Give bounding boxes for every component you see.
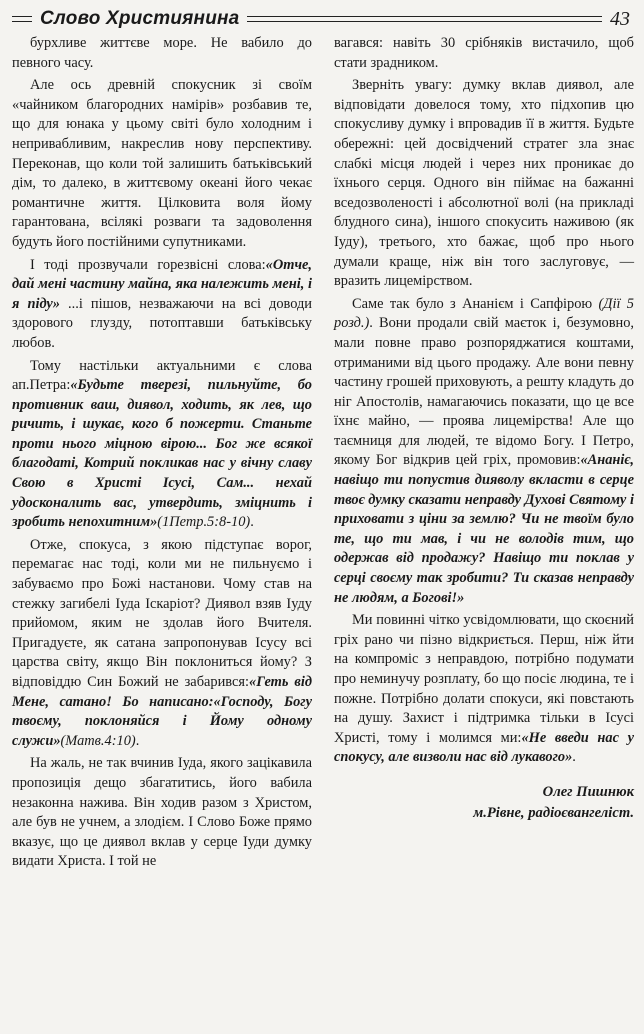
scripture-reference: (1Петр.5:8-10)	[157, 514, 251, 531]
scripture-reference: (Дії 5 розд.)	[334, 295, 634, 332]
text-run: На жаль, не так вчинив Іуда, якого зацікавила пропозиція дещо збагатитись, його вабила незаконна нажива. Він ходив разом з Христом, але був не учнем, а злодієм. І Слово Боже прямо вказує, що це диявол вклав у серце Іуди думку видати Христа. І той не	[12, 755, 312, 870]
scripture-quote: «Отче, дай мені частину майна, яка належить мені, і я піду»	[12, 256, 312, 312]
page-header	[12, 6, 634, 32]
author-place: м.Рівне, радіоєвангеліст.	[473, 804, 634, 821]
paragraph	[334, 611, 634, 768]
text-run: Ми повинні чітко усвідомлювати, що скоєний гріх рано чи пізно відкриється. Перш, ніж йти на компроміс з неправдою, потрібно подумати про неминучу розплату, бо що посіє людина, те і пожне. Потрібно долати спокуси, які повстають на душу. Захист і підтримка тільки в Ісусі Христі, тому і молимся ми:	[334, 612, 634, 746]
text-run: вагався: навіть 30 срібняків вистачило, щоб стати зрадником.	[334, 35, 634, 71]
text-run: .	[135, 732, 140, 749]
scripture-quote: «Будьте тверезі, пильнуйте, бо противник ваш, диявол, ходить, як лев, що ричить, і шукає, кого б пожерти. Станьте проти нього міцною вірою... Бог же всякої благодаті, Котрий покликав нас у вічну славу Свою в Христі Ісусі, Сам... нехай удосконалить вас, утвердить, зміцнить і зробить непохитним»	[12, 377, 312, 531]
paragraph	[334, 34, 634, 73]
magazine-title: Слово Християнина	[40, 8, 240, 29]
author-name: Олег Пишнюк	[542, 783, 634, 800]
text-run: Зверніть увагу: думку вклав диявол, але відповідати довелося тому, хто підхопив цю спокусливу думку і впровадив її в життя. Будьте обережні: цей досвідчений стратег зла знає слабкі місця людей і через них проникає до їхнього серця. Одного він піймає на бажанні вседозволеності і абсолютної волі (на прикладі блудного сина), іншого спокусить наживою (як Іуду), третього, хто бажає, щоб про нього думали краще, ніж він того заслуговує, — вразить лицемірством.	[334, 77, 634, 290]
header-rule-left	[12, 16, 32, 22]
text-run: . Вони продали свій маєток і, безумовно, мали повне право розпоряджатися коштами, отриманими від цього продажу. Але вони певну частину грошей приховують, а решту кладуть до ніг Апостолів, намагаючись показати, що це все їхнє майно, — проява лицемірства! Але що таємниця для людей, те відомо Богу. І Петро, якому Бог відкрив цей гріх, промовив:	[334, 315, 634, 469]
text-run: ...і пішов, незважаючи на всі доводи здорового глузду, потоптавши батьківську любов.	[12, 295, 313, 351]
scripture-quote: «Ананіє, навіщо ти попустив дияволу вкласти в серце твоє думку сказати неправду Духові Святому і приховати з ціни за землю? Чи не твоїм було те, що ти мав, і чи не володів тим, що одержав від продажу? Навіщо ти поклав у серці своєму так зробити? Ти сказав неправду не людям, а Богові!»	[334, 452, 634, 606]
header-rule-right	[247, 16, 602, 22]
page-number: 43	[610, 7, 630, 30]
text-run: І тоді прозвучали горезвісні слова:	[30, 256, 266, 273]
paragraph	[334, 295, 634, 609]
paragraph	[12, 536, 312, 752]
paragraph	[12, 256, 312, 354]
left-column	[12, 34, 312, 872]
text-run: Саме так було з Ананієм і Сапфірою	[352, 295, 599, 312]
paragraph	[12, 34, 312, 73]
text-run: Тому настільки актуальними є слова ап.Петра:	[12, 357, 312, 394]
scripture-quote: «Не введи нас у спокусу, але визволи нас від лукавого»	[334, 729, 635, 766]
paragraph	[12, 357, 312, 533]
article-body	[12, 34, 634, 872]
paragraph	[334, 76, 634, 292]
right-column-text	[334, 34, 634, 768]
paragraph	[12, 754, 312, 872]
text-run: Але ось древній спокусник зі своїм «чайником благородних намірів» розбавив те, що для юнака у цьому світі було холодним і непривабливим, накреслив нову перспективу. Переконав, що коли той залишить батьківський дім, то далеко, в життєвому океані його чекає романтичне життя. Цілковита воля йому гарантована, всілякі розваги та задоволення будуть його постійними супутниками.	[12, 77, 312, 250]
text-run: бурхливе життєве море. Не вабило до певного часу.	[12, 35, 312, 71]
paragraph	[12, 76, 312, 252]
scripture-quote: «Геть від Мене, сатано! Бо написано:«Господу, Богу твоєму, поклоняйся і Йому одному служи»	[12, 674, 312, 749]
text-run: Отже, спокуса, з якою підступає ворог, перемагає нас тоді, коли ми не пильнуємо і забуваємо про Божі настанови. Чому став на стежку загибелі Іуда Іскаріот? Диявол взяв Іуду прийомом, яким не здолав його Вчителя. Пригадуєте, як сатана запропонував Ісусу всі царства світу, якщо Він поклониться йому? З відповіддю Син Божий не забарився:	[12, 536, 312, 690]
right-column	[334, 34, 634, 872]
scripture-reference: (Матв.4:10)	[60, 732, 136, 749]
signature	[334, 782, 634, 824]
text-run: .	[250, 514, 254, 531]
text-run: .	[572, 749, 576, 766]
